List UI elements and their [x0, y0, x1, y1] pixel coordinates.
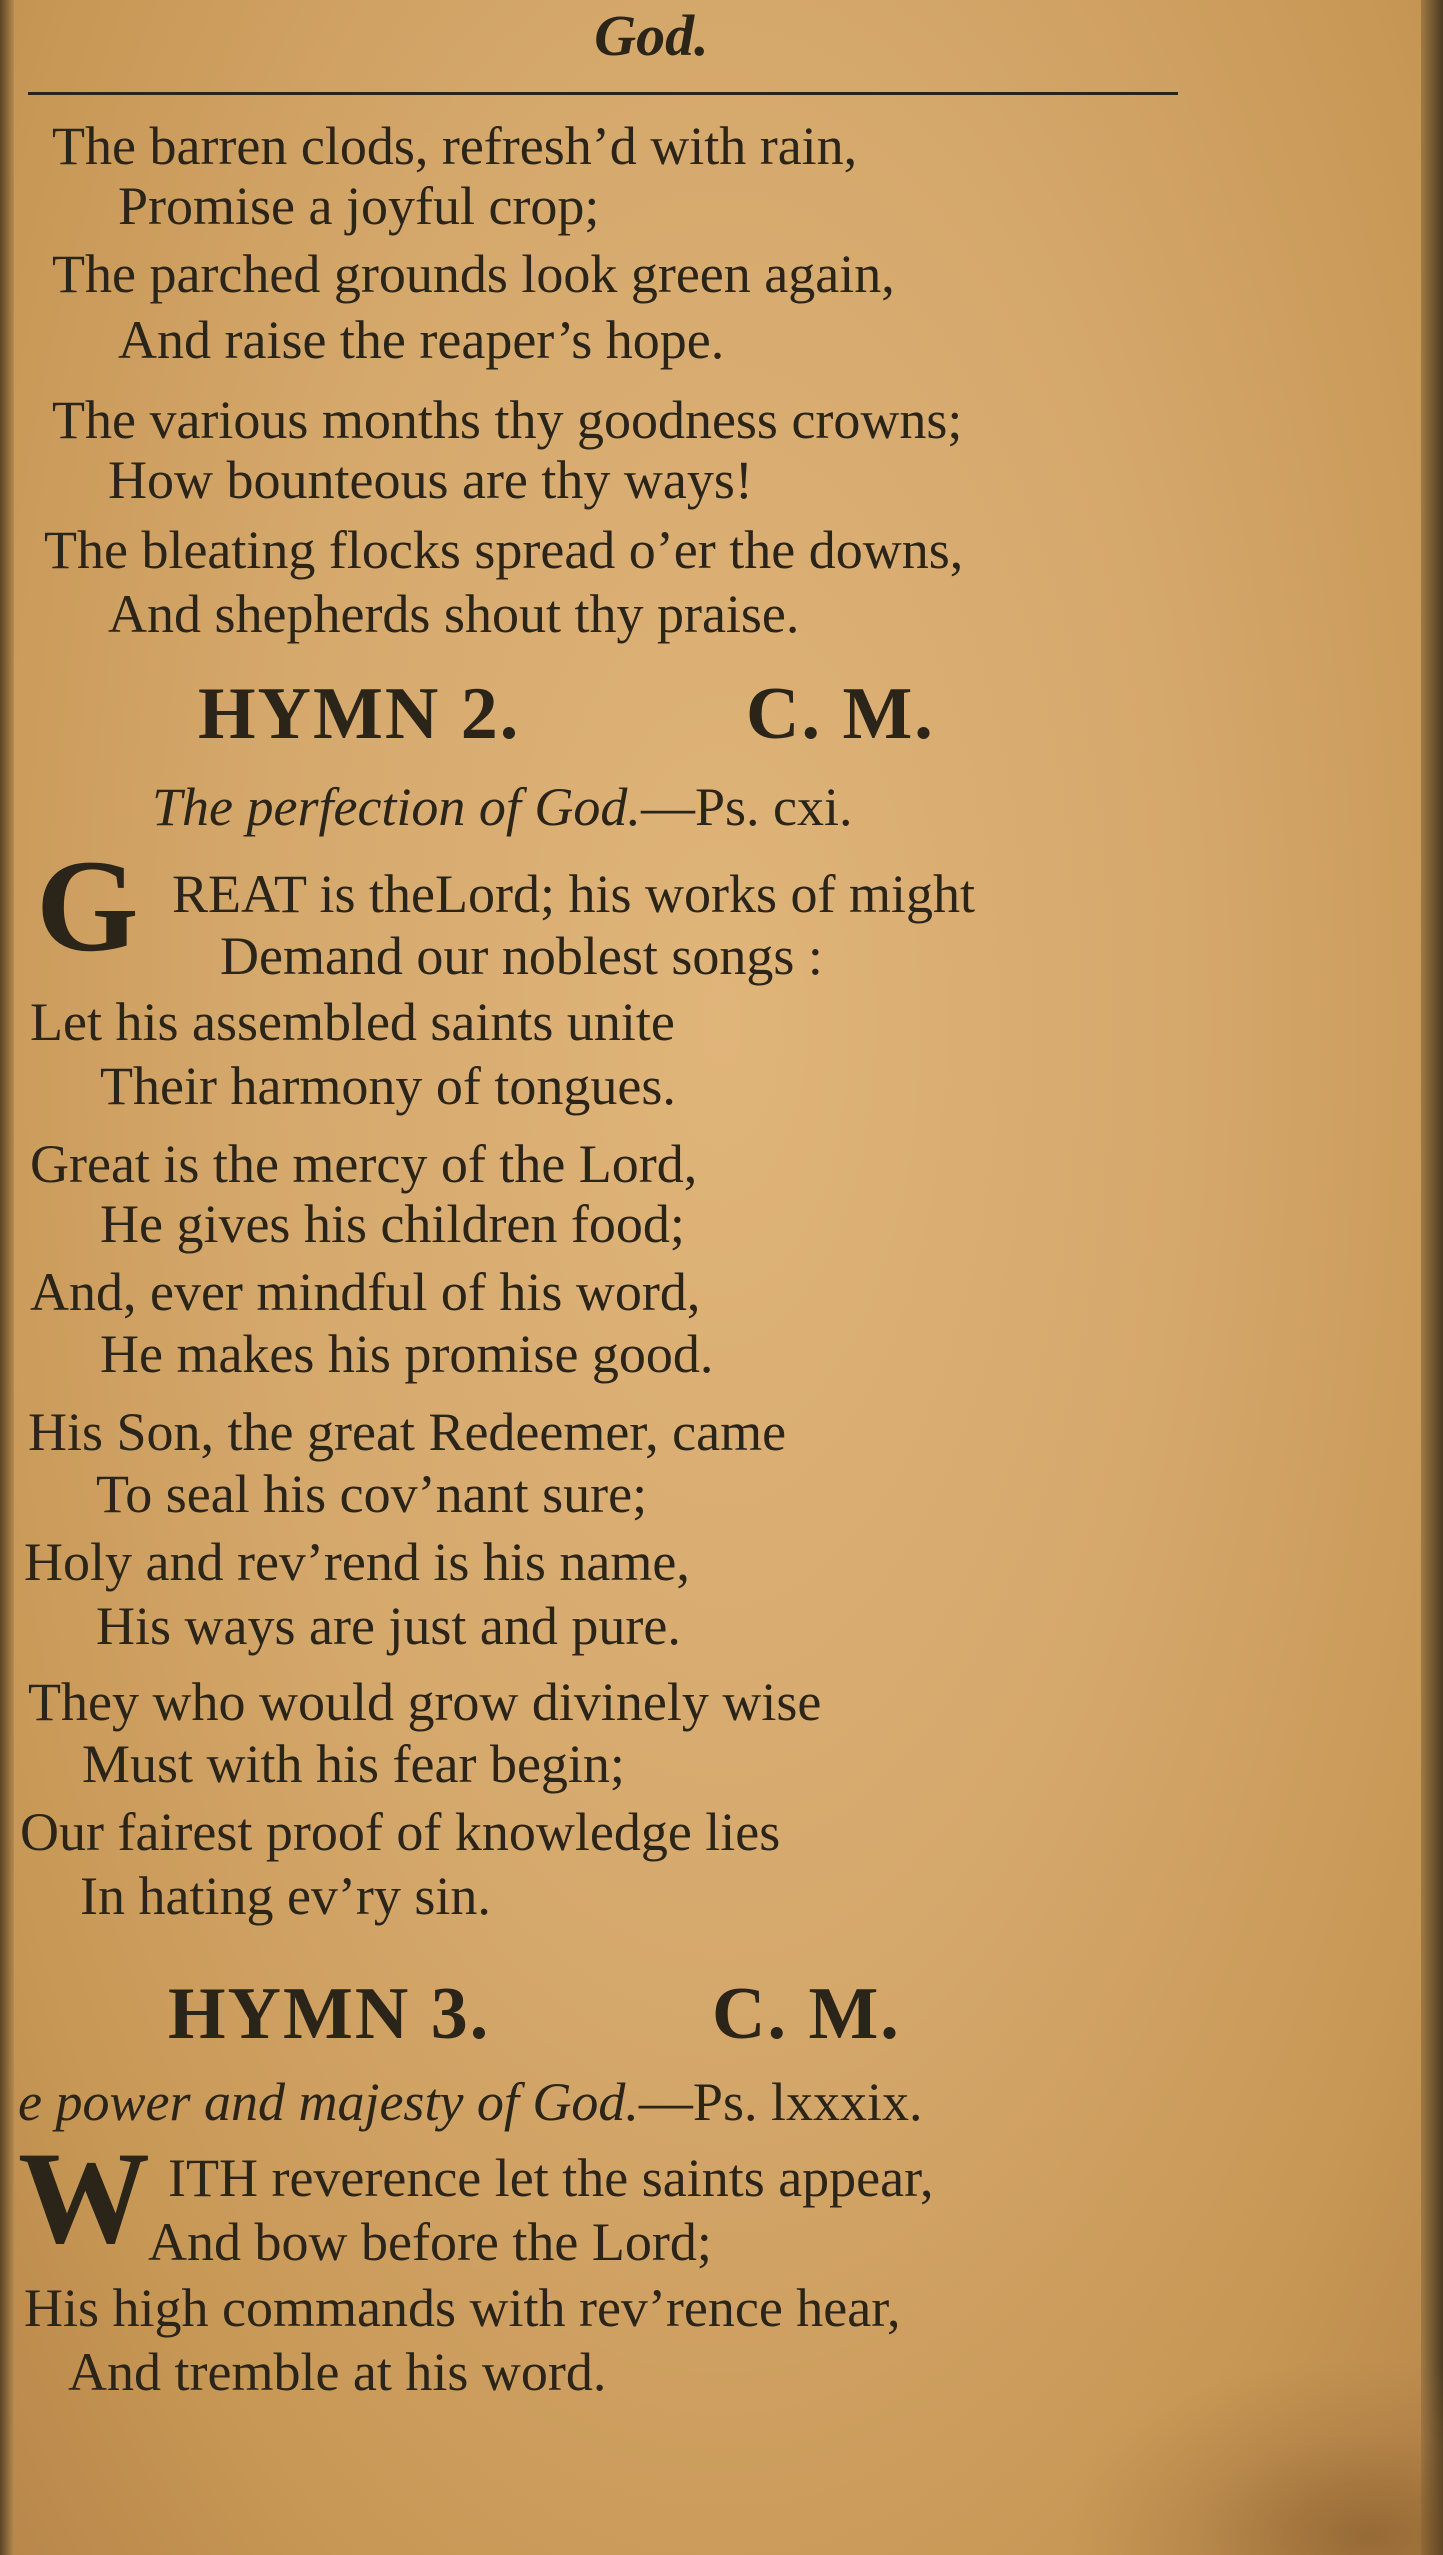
verse-line: The barren clods, refresh’d with rain, [52, 116, 858, 176]
verse-line: The parched grounds look green again, [52, 244, 895, 304]
verse-line: And raise the reaper’s hope. [118, 310, 725, 370]
hymn-number: HYMN 2. [198, 673, 521, 755]
verse-line: Let his assembled saints unite [30, 992, 675, 1052]
verse-line: Their harmony of tongues. [100, 1056, 676, 1116]
hymn-meter: C. M. [712, 1973, 901, 2055]
hymn-subtitle-text: The perfection of God. [152, 777, 641, 837]
hymn-number: HYMN 3. [168, 1973, 491, 2055]
verse-line: Our fairest proof of knowledge lies [20, 1802, 781, 1862]
verse-line: And shepherds shout thy praise. [108, 584, 800, 644]
page-left-edge [0, 0, 14, 2555]
verse-line: And bow before the Lord; [148, 2212, 712, 2272]
verse-line: REAT is theLord; his works of might [172, 864, 975, 924]
verse-line: His ways are just and pure. [96, 1596, 681, 1656]
verse-line: In hating ev’ry sin. [80, 1866, 491, 1926]
verse-line: The bleating flocks spread o’er the downs, [44, 520, 964, 580]
verse-line: His high commands with rev’rence hear, [24, 2278, 901, 2338]
page-right-edge [1421, 0, 1443, 2555]
header-rule [28, 92, 1178, 95]
verse-line: How bounteous are thy ways! [108, 450, 753, 510]
drop-cap: G [36, 832, 139, 979]
page-stain [1063, 2355, 1443, 2555]
verse-line: Demand our noblest songs : [220, 926, 823, 986]
hymn-subtitle [152, 775, 852, 839]
verse-line: To seal his cov’nant sure; [96, 1464, 648, 1524]
hymn-subtitle-text: e power and majesty of God. [18, 2072, 639, 2132]
verse-line: Great is the mercy of the Lord, [30, 1134, 698, 1194]
verse-line: And tremble at his word. [68, 2342, 607, 2402]
hymn-subtitle-reference: —Ps. lxxxix. [638, 2072, 923, 2132]
running-head: God. [594, 3, 709, 68]
verse-line: Holy and rev’rend is his name, [24, 1532, 690, 1592]
drop-cap: W [18, 2124, 150, 2271]
verse-line: He makes his promise good. [100, 1324, 714, 1384]
verse-line: His Son, the great Redeemer, came [28, 1402, 787, 1462]
verse-line: He gives his children food; [100, 1194, 685, 1254]
hymn-subtitle-reference: —Ps. cxi. [640, 777, 853, 837]
verse-line: And, ever mindful of his word, [30, 1262, 701, 1322]
hymn-meter: C. M. [746, 673, 935, 755]
verse-line: Promise a joyful crop; [118, 176, 600, 236]
verse-line: They who would grow divinely wise [28, 1672, 822, 1732]
verse-line: Must with his fear begin; [82, 1734, 625, 1794]
verse-line: ITH reverence let the saints appear, [168, 2148, 934, 2208]
hymn-subtitle [18, 2070, 922, 2134]
verse-line: The various months thy goodness crowns; [52, 390, 963, 450]
